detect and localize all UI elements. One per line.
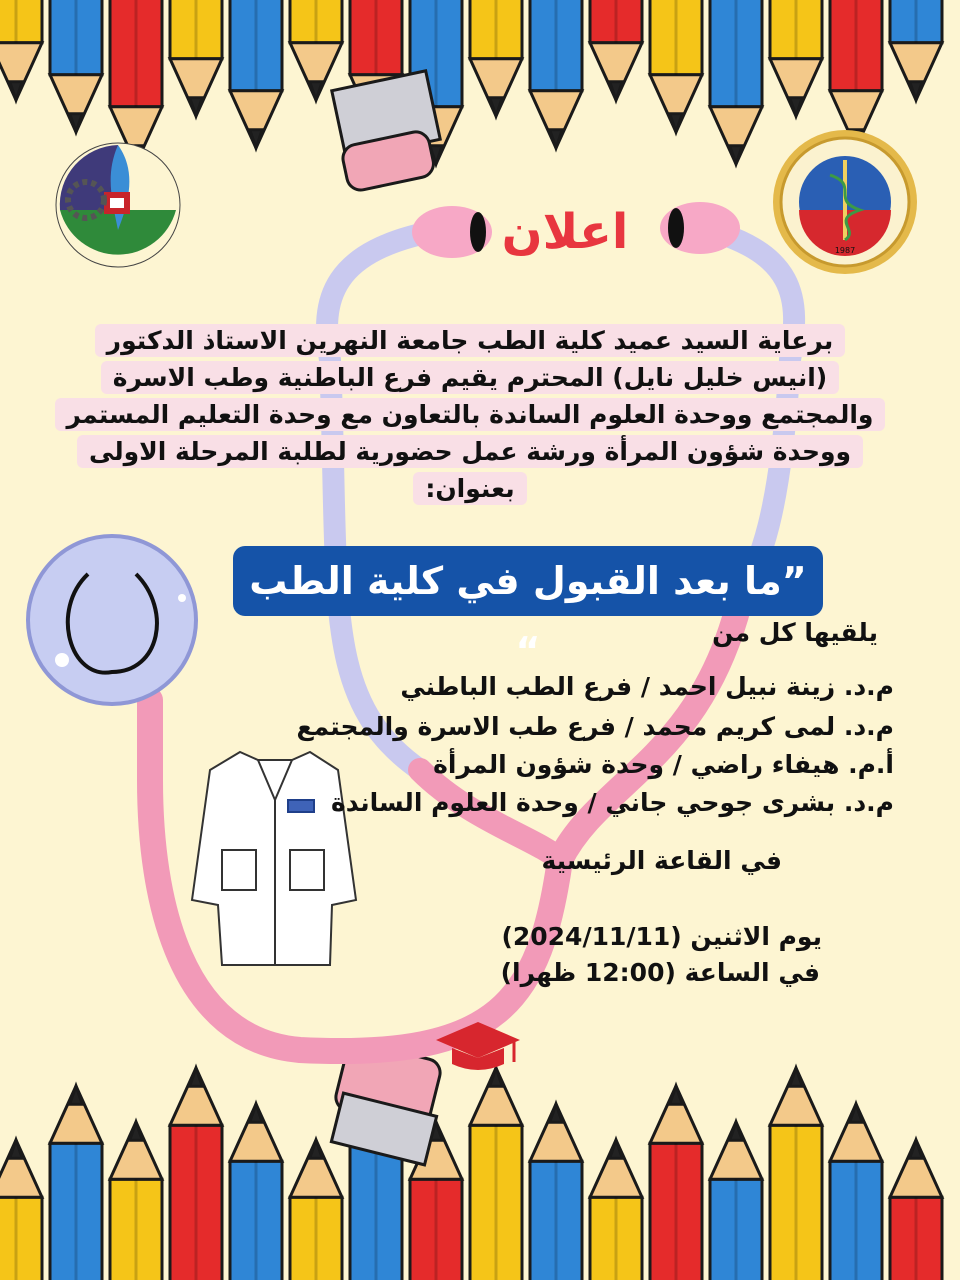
pencil-icon bbox=[590, 1140, 642, 1280]
pencil-icon bbox=[50, 1086, 102, 1280]
pencil-icon bbox=[50, 0, 102, 132]
pencil-icon bbox=[290, 0, 342, 100]
pencil-icon bbox=[590, 0, 642, 100]
pencil-icon bbox=[710, 0, 762, 164]
pencil-border-bottom bbox=[0, 1039, 942, 1280]
pencil-icon bbox=[770, 1068, 822, 1280]
pencil-icon bbox=[650, 0, 702, 132]
presenter-item: م.د. بشرى جوحي جاني / وحدة العلوم الساندة bbox=[331, 788, 894, 817]
workshop-title-banner: ”ما بعد القبول في كلية الطب “ bbox=[233, 546, 823, 616]
venue-text: في القاعة الرئيسية bbox=[541, 846, 782, 875]
pencil-icon bbox=[0, 0, 42, 100]
intro-line: والمجتمع ووحدة العلوم الساندة بالتعاون مع وحدة التعليم المستمر bbox=[55, 398, 886, 431]
pencil-icon bbox=[0, 1140, 42, 1280]
pencil-icon bbox=[470, 0, 522, 116]
pencil-icon bbox=[710, 1122, 762, 1280]
eraser-icon bbox=[332, 71, 440, 193]
pencil-icon bbox=[890, 0, 942, 100]
pencil-icon bbox=[470, 1068, 522, 1280]
doctor-coat-icon bbox=[192, 752, 356, 965]
university-logo-icon bbox=[56, 143, 180, 267]
pencil-icon bbox=[170, 0, 222, 116]
pencil-icon bbox=[110, 1122, 162, 1280]
presenters-heading: يلقيها كل من bbox=[712, 618, 878, 647]
college-of-medicine-seal-icon bbox=[773, 130, 917, 274]
pencil-icon bbox=[530, 0, 582, 148]
presenter-item: أ.م. هيفاء راضي / وحدة شؤون المرأة bbox=[433, 750, 894, 779]
pencil-icon bbox=[830, 0, 882, 148]
pencil-icon bbox=[230, 1104, 282, 1280]
pencil-icon bbox=[110, 0, 162, 164]
pencil-icon bbox=[170, 1068, 222, 1280]
pencil-icon bbox=[830, 1104, 882, 1280]
intro-line: ووحدة شؤون المرأة ورشة عمل حضورية لطلبة المرحلة الاولى bbox=[77, 435, 863, 468]
pencil-icon bbox=[290, 1140, 342, 1280]
time-text: في الساعة (12:00 ظهرا) bbox=[500, 958, 820, 987]
pencil-icon bbox=[890, 1140, 942, 1280]
intro-line: برعاية السيد عميد كلية الطب جامعة النهرين الاستاذ الدكتور bbox=[95, 324, 846, 357]
sponsorship-paragraph bbox=[40, 322, 900, 507]
pencil-icon bbox=[230, 0, 282, 148]
announcement-title: اعلان bbox=[501, 204, 629, 260]
intro-line: (انيس خليل نايل) المحترم يقيم فرع الباطنية وطب الاسرة bbox=[101, 361, 840, 394]
pencil-icon bbox=[650, 1086, 702, 1280]
seal-year: 1987 bbox=[834, 246, 856, 255]
pencil-icon bbox=[770, 0, 822, 116]
pencil-icon bbox=[530, 1104, 582, 1280]
date-text: يوم الاثنين (2024/11/11) bbox=[501, 922, 822, 951]
presenter-item: م.د. لمى كريم محمد / فرع طب الاسرة والمجتمع bbox=[296, 712, 894, 741]
intro-line: بعنوان: bbox=[413, 472, 526, 505]
presenter-item: م.د. زينة نبيل احمد / فرع الطب الباطني bbox=[400, 672, 894, 701]
